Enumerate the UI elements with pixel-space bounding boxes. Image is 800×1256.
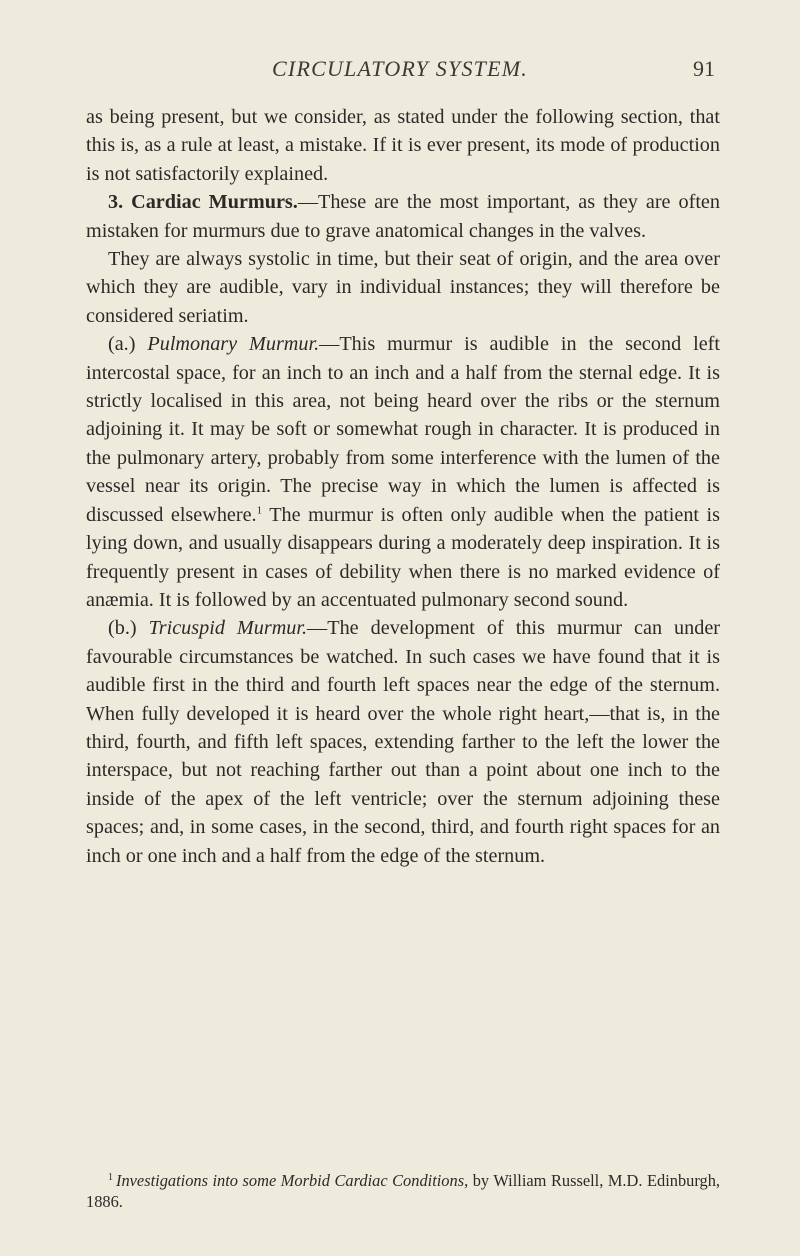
paragraph-text: —This murmur is audible in the second left intercostal space, for an inch to an inch and a half from the sternal edge. It is strictly localised in this area, not being heard over the ribs or the sternum adjoining it. It may be soft or somewhat rough in character. It is produced in the pulmonary artery, probably from some interference with the lumen of the vessel near its origin. The precise way in which the lumen is affected is discussed elsewhere. (86, 333, 720, 526)
subsection-title: Tricuspid Murmur. (148, 617, 308, 640)
subsection-label: (a.) (108, 333, 136, 356)
paragraph-pulmonary-murmur (86, 330, 720, 614)
paragraph-text: —These are the most important, as they are often mistaken for murmurs due to grave anatomical changes in the valves. (86, 191, 720, 242)
footnote-mark: 1 (108, 1171, 113, 1183)
footnote (86, 1171, 720, 1212)
paragraph-1: as being present, but we consider, as stated under the following section, that this is, as a rule at least, a mistake. If it is ever present, its mode of production is not satisfactorily explained. (86, 106, 720, 185)
subsection-label: (b.) (108, 617, 137, 640)
paragraph-tricuspid-murmur (86, 614, 720, 870)
running-title: CIRCULATORY SYSTEM. (272, 56, 528, 81)
page-number: 91 (693, 56, 715, 81)
paragraph-text-continued: The murmur is often only audible when the patient is lying down, and usually disappears during a moderately deep inspiration. It is frequently present in cases of debility when there is no marked evidence of anæmia. It is followed by an accentuated pulmonary second sound. (86, 503, 720, 611)
subsection-title: Pulmonary Murmur. (147, 333, 320, 356)
paragraph-text: —The development of this murmur can under favourable circumstances be watched. In such cases we have found that it is audible first in the third and fourth left spaces near the edge of the sternum. When fully developed it is heard over the whole right heart,—that is, in the third, fourth, and fifth left spaces, extending farther to the left the lower the interspace, but not reaching farther out than a point about one inch to the inside of the apex of the left ventricle; over the sternum adjoining these spaces; and, in some cases, in the second, third, and fourth right spaces for an inch or one inch and a half from the edge of the sternum. (86, 617, 721, 867)
running-head (0, 56, 800, 86)
footnote-title: Investigations into some Morbid Cardiac Conditions, (116, 1171, 469, 1190)
paragraph-3: They are always systolic in time, but their seat of origin, and the area over which they are audible, vary in individual instances; they will therefore be considered seriatim. (86, 248, 720, 327)
section-heading: 3. Cardiac Murmurs. (108, 191, 298, 214)
footnote-reference: 1 (256, 503, 263, 516)
paragraph-cardiac-murmurs (86, 188, 720, 245)
body-text (86, 103, 720, 870)
footnote-text: by William Russell, M.D. Edinburgh, 1886. (86, 1171, 721, 1211)
